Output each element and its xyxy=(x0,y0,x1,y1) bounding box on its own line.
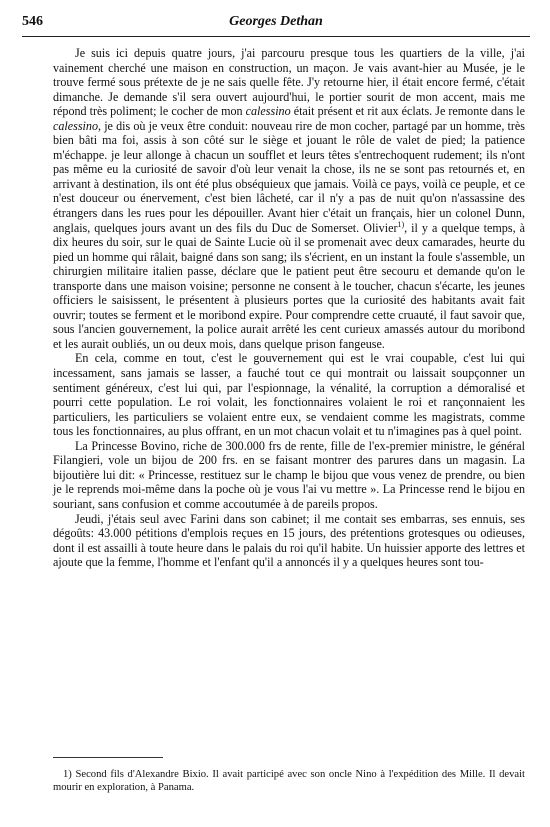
body-text xyxy=(53,46,525,570)
running-title: Georges Dethan xyxy=(229,14,323,29)
italic-term: calessino xyxy=(53,118,99,133)
italic-term: calessino xyxy=(245,104,291,119)
paragraph-4: Jeudi, j'étais seul avec Farini dans son cabinet; il me contait ses embarras, ses ennuis, ses dégoûts: 43.000 pétitions d'emplois reçues en 15 jours, des prétentions grotesques ou odieuses, dont il est assailli à toute heure dans le palais du roi qu'il habite. Un huissier apporte des lettres et ajoute que la femme, l'homme et l'enfant qu'il a annoncés il y a quelques heures sont tou- xyxy=(53,511,525,570)
page-number: 546 xyxy=(22,14,43,29)
footnote xyxy=(53,768,525,794)
running-head xyxy=(22,14,530,34)
header-rule xyxy=(22,36,530,37)
paragraph-3: La Princesse Bovino, riche de 300.000 frs de rente, fille de l'ex-premier ministre, le général Filangieri, vole un bijou de 200 frs. en se faisant montrer des parures dans un magasin. La bijoutière lui dit: « Princesse, restituez sur le champ le bijou que vous venez de prendre, ou bien je le reprends moi-même dans la poche où je vous l'ai vu mettre ». La Princesse rend le bijou en souriant, sans confusion et comme accoutumée à de pareils propos. xyxy=(53,438,525,511)
footnote-rule xyxy=(53,757,163,758)
paragraph-1: Je suis ici depuis quatre jours, j'ai parcouru presque tous les quartiers de la ville, j'ai vainement cherché une maison en construction, un maçon. Je vais avant-hier au Musée, je le trouve fermé sous prétexte de je ne sais quelle fête. J'y retourne hier, il était encore fermé, c'était dimanche. Je demande s'il sera ouvert aujourd'hui, le portier sourit de mon accent, mais me répond très poliment; le cocher de mon calessino était présent et rit aux éclats. Je remonte dans le calessino, je dis où je veux être conduit: nouveau rire de mon cocher, partagé par un homme, très bien bâti ma foi, assis à son côté sur le siège et jouant le rôle de valet de pied; la patience m'échappe. je leur allonge à chacun un soufflet et leurs têtes s'entrechoquent rudement; ils n'ont pas même eu la curiosité de savoir d'où leur venait la chose, ils ne se sont pas retournés et, en arrivant à destination, ils ont été plus obséquieux que jamais. Voilà ce pays, voilà ce peuple, et ce n'est douceur ou énervement, c'est bien lâcheté, car il n'y a pas de nuit qu'on n'assassine des étrangers dans les rues pour les dépouiller. Avant hier c'était un français, hier un colonel Dunn, anglais, quelques jours avant un des fils du Duc de Somerset. Olivier$^{1)}$, il y a quelque temps, à dix heures du soir, sur le quai de Sainte Lucie où il se promenait avec deux camarades, heurte du pied un homme qui râlait, baigné dans son sang; ils s'écrient, en un instant la foule s'assemble, un chirurgien militaire italien passe, déclare que le patient peut être secouru et demande qu'on le transporte dans une maison voisine; personne ne consent à le toucher, chacun s'écarte, les jeunes officiers le saisissent, le présentent à plusieurs portes que la curiosité des habitants avait fait ouvrir; toutes se ferment et le moribond expire. Pour comprendre cette cruauté, il faut savoir que, sous l'ancien gouvernement, la police aurait arrêté les cent curieux amassés autour du moribond et les aurait oubliés, un ou deux mois, dans quelque prison fangeuse. xyxy=(53,46,525,351)
footnote-marker: 1) xyxy=(397,219,405,229)
footnote-text: 1) Second fils d'Alexandre Bixio. Il avait participé avec son oncle Nino à l'expédition des Mille. Il devait mourir en exploration, à Panama. xyxy=(53,769,525,793)
paragraph-2: En cela, comme en tout, c'est le gouvernement qui est le vrai coupable, c'est lui qui incessament, sans jamais se lasser, a fauché tout ce qui montrait ou laissait soupçonner un sentiment généreux, c'est lui qui, par l'espionnage, la vénalité, la corruption a démoralisé et pourri cette population. Le roi volait, les fonctionnaires volaient le roi et rançonnaient les particuliers, les particuliers se volaient entre eux, se vendaient comme les magistrats, comme tous les fonctionnaires, au plus offrant, en un mot chacun volait et tu n'imagines pas à quel point. xyxy=(53,351,525,439)
